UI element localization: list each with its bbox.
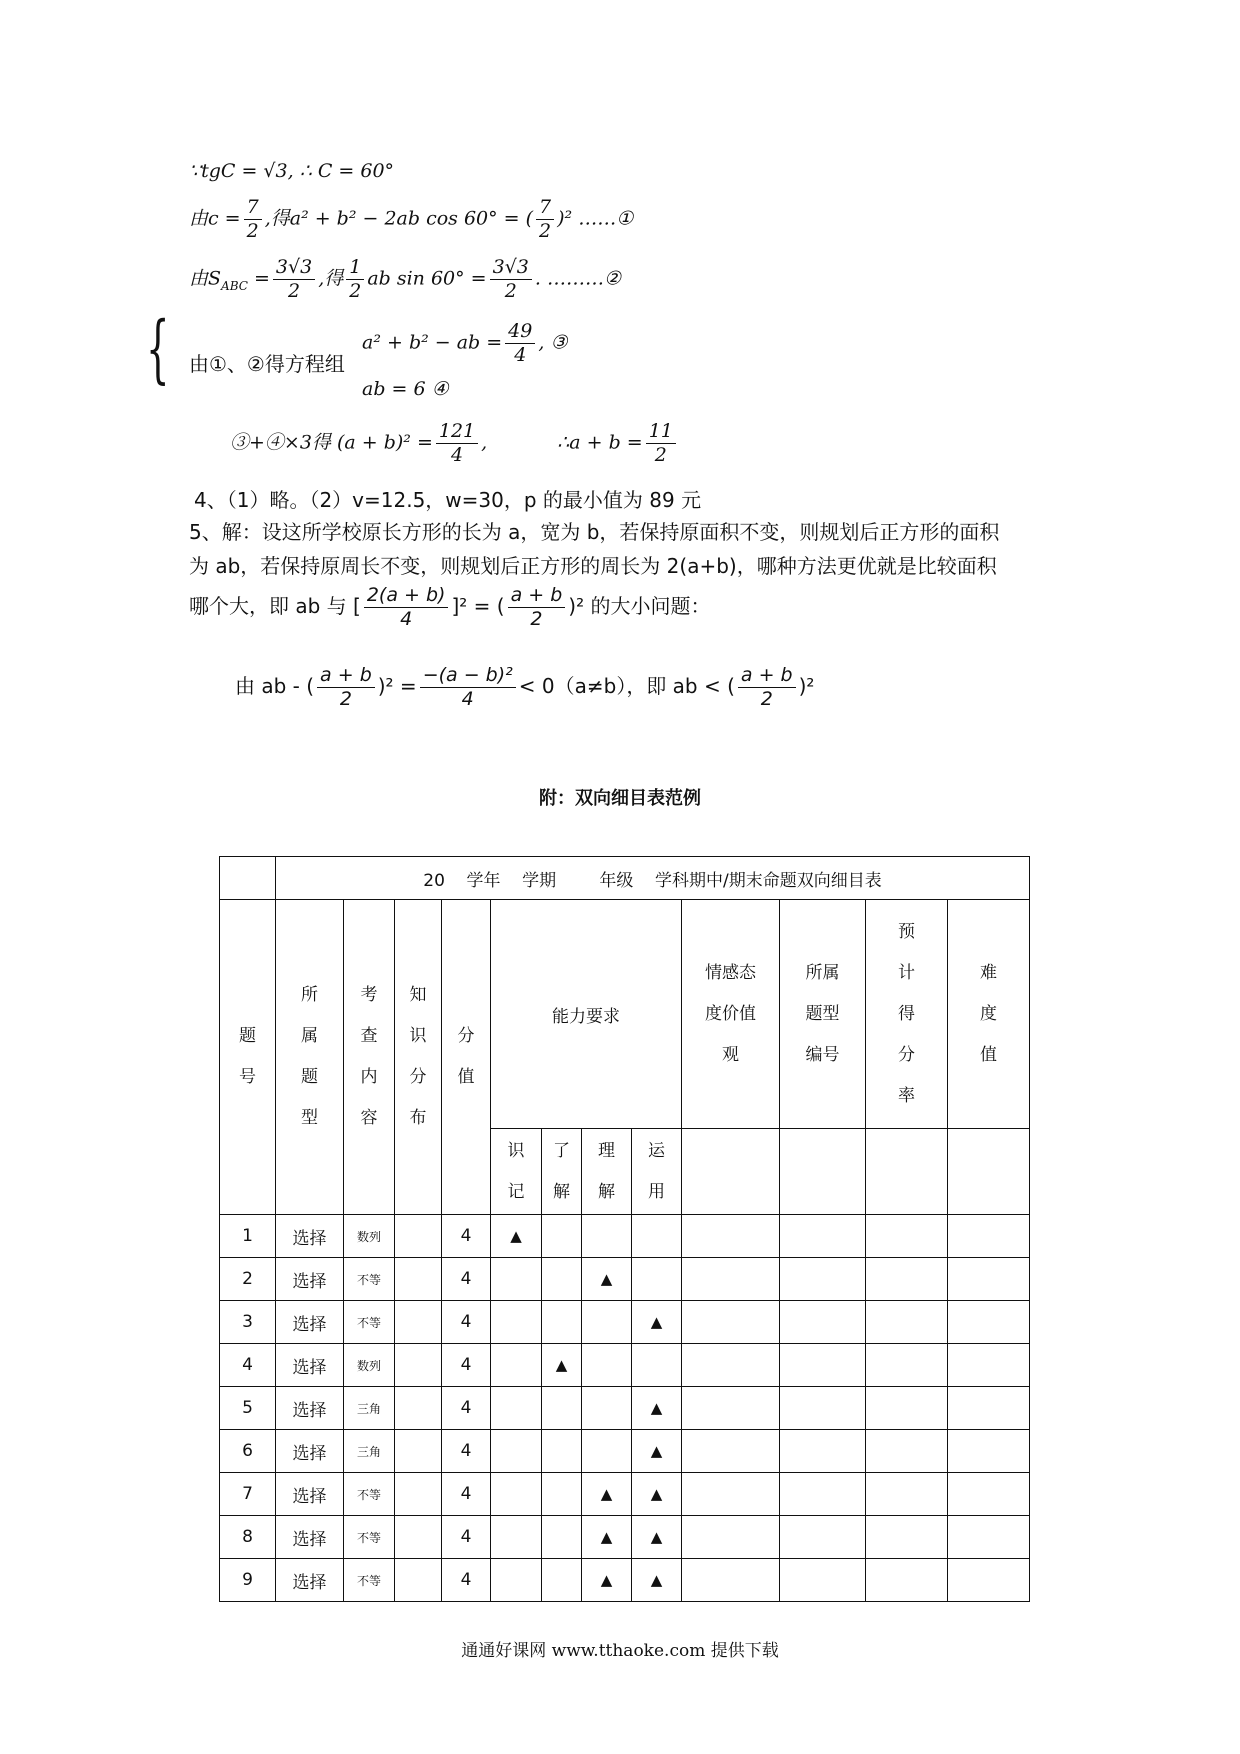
numerator: 3√3 — [490, 256, 532, 280]
denominator: 4 — [450, 443, 464, 466]
denominator: 2 — [760, 687, 773, 710]
fraction — [420, 664, 516, 711]
row-expected-cell — [866, 1387, 948, 1430]
table-row — [220, 1258, 1030, 1301]
row-score-cell: 4 — [442, 1430, 491, 1473]
row-no-cell: 7 — [220, 1473, 276, 1516]
mark-recall-cell — [491, 1430, 542, 1473]
row-emotion-cell — [682, 1215, 780, 1258]
fraction — [646, 420, 676, 467]
row-no-cell: 9 — [220, 1559, 276, 1602]
mark-understand-cell — [542, 1301, 582, 1344]
numerator: a + b — [508, 584, 566, 608]
row-emotion-cell — [682, 1559, 780, 1602]
equation-4: ab = 6 ④ — [362, 378, 449, 400]
denominator: 4 — [400, 607, 413, 630]
fraction — [244, 196, 262, 243]
table-row — [220, 1387, 1030, 1430]
row-type-no-cell — [780, 1215, 866, 1258]
empty-cell — [866, 1129, 948, 1215]
table-row — [220, 1344, 1030, 1387]
row-type-cell: 选择 — [276, 1215, 344, 1258]
fraction — [364, 584, 449, 631]
question-5-line-1: 5、解：设这所学校原长方形的长为 a，宽为 b，若保持原面积不变，则规划后正方形的面积 — [189, 520, 1000, 544]
solution-line-4-prefix: 由①、②得方程组 — [189, 352, 345, 376]
mark-understand-cell — [542, 1516, 582, 1559]
mark-understand-cell — [542, 1430, 582, 1473]
row-knowledge-cell — [395, 1387, 442, 1430]
row-knowledge-cell — [395, 1301, 442, 1344]
row-content-cell: 三角 — [344, 1430, 395, 1473]
row-knowledge-cell — [395, 1473, 442, 1516]
numerator: 49 — [505, 320, 535, 344]
denominator: 2 — [539, 219, 552, 242]
row-score-cell: 4 — [442, 1258, 491, 1301]
mark-understand-cell: ▲ — [542, 1344, 582, 1387]
mark-comprehend-cell — [582, 1430, 632, 1473]
mark-understand-cell — [542, 1559, 582, 1602]
header-knowledge: 知 识 分 布 — [395, 900, 442, 1215]
solution-line-5 — [230, 420, 679, 467]
mark-recall-cell — [491, 1344, 542, 1387]
text-segment: )² ……① — [557, 207, 634, 230]
header-score: 分 值 — [442, 900, 491, 1215]
row-emotion-cell — [682, 1430, 780, 1473]
header-difficulty: 难 度 值 — [948, 900, 1030, 1129]
denominator: 4 — [514, 343, 527, 366]
text-segment: ,得 — [318, 267, 344, 290]
fraction — [273, 256, 315, 303]
denominator: 2 — [530, 607, 543, 630]
row-difficulty-cell — [948, 1473, 1030, 1516]
mark-apply-cell — [632, 1344, 682, 1387]
row-score-cell: 4 — [442, 1301, 491, 1344]
text-segment: 由c = — [189, 207, 241, 230]
row-type-no-cell — [780, 1387, 866, 1430]
fraction — [346, 256, 364, 303]
row-knowledge-cell — [395, 1430, 442, 1473]
question-4-answer: 4、（1）略。（2）v=12.5，w=30，p 的最小值为 89 元 — [194, 488, 702, 512]
subheader-apply: 运 用 — [632, 1129, 682, 1215]
table-row — [220, 1301, 1030, 1344]
row-score-cell: 4 — [442, 1344, 491, 1387]
row-emotion-cell — [682, 1344, 780, 1387]
text-segment: )² — [798, 673, 815, 698]
numerator: 121 — [436, 420, 478, 444]
text-segment: 由S — [189, 267, 222, 290]
mark-comprehend-cell: ▲ — [582, 1516, 632, 1559]
row-score-cell: 4 — [442, 1387, 491, 1430]
row-expected-cell — [866, 1516, 948, 1559]
fraction — [536, 196, 554, 243]
mark-recall-cell — [491, 1559, 542, 1602]
row-type-cell: 选择 — [276, 1430, 344, 1473]
row-type-no-cell — [780, 1559, 866, 1602]
table-title: 20 学年 学期 年级 学科期中/期末命题双向细目表 — [276, 857, 1030, 900]
row-content-cell: 不等 — [344, 1559, 395, 1602]
row-type-cell: 选择 — [276, 1516, 344, 1559]
row-content-cell: 数列 — [344, 1344, 395, 1387]
row-expected-cell — [866, 1258, 948, 1301]
row-type-cell: 选择 — [276, 1473, 344, 1516]
appendix-title: 附：双向细目表范例 — [539, 788, 701, 809]
row-content-cell: 不等 — [344, 1301, 395, 1344]
header-type: 所 属 题 型 — [276, 900, 344, 1215]
mark-comprehend-cell: ▲ — [582, 1473, 632, 1516]
fraction — [508, 584, 566, 631]
mark-recall-cell — [491, 1301, 542, 1344]
text-segment: = — [247, 267, 270, 290]
row-no-cell: 2 — [220, 1258, 276, 1301]
row-no-cell: 4 — [220, 1344, 276, 1387]
subheader-understand: 了 解 — [542, 1129, 582, 1215]
row-knowledge-cell — [395, 1516, 442, 1559]
row-no-cell: 6 — [220, 1430, 276, 1473]
row-knowledge-cell — [395, 1559, 442, 1602]
row-knowledge-cell — [395, 1258, 442, 1301]
empty-cell — [948, 1129, 1030, 1215]
row-knowledge-cell — [395, 1344, 442, 1387]
numerator: 7 — [244, 196, 262, 220]
table-body — [220, 1215, 1030, 1602]
row-emotion-cell — [682, 1301, 780, 1344]
row-type-cell: 选择 — [276, 1258, 344, 1301]
text-segment: a² + b² − ab = — [362, 331, 503, 354]
question-5-line-2: 为 ab，若保持原周长不变，则规划后正方形的周长为 2(a+b)，哪种方法更优就是比较面积 — [189, 554, 997, 578]
solution-line-2 — [189, 196, 633, 243]
row-content-cell: 不等 — [344, 1473, 395, 1516]
text-segment: )² = — [377, 673, 417, 698]
numerator: a + b — [738, 664, 796, 688]
row-content-cell: 不等 — [344, 1258, 395, 1301]
text-segment: ab sin 60° = — [367, 267, 487, 290]
subscript: ABC — [221, 279, 248, 294]
header-expected: 预 计 得 分 率 — [866, 900, 948, 1129]
text-segment: 哪个大，即 ab 与 [ — [189, 593, 361, 618]
text-segment: ③+④×3得 (a + b)² = — [230, 431, 433, 454]
mark-apply-cell: ▲ — [632, 1516, 682, 1559]
equation-brace: { — [146, 306, 170, 392]
mark-apply-cell: ▲ — [632, 1387, 682, 1430]
mark-apply-cell: ▲ — [632, 1430, 682, 1473]
numerator: 3√3 — [273, 256, 315, 280]
mark-comprehend-cell: ▲ — [582, 1258, 632, 1301]
row-no-cell: 5 — [220, 1387, 276, 1430]
text-segment: , — [481, 431, 488, 454]
row-expected-cell — [866, 1215, 948, 1258]
mark-comprehend-cell — [582, 1301, 632, 1344]
table-row — [220, 1559, 1030, 1602]
denominator: 2 — [287, 279, 301, 302]
mark-recall-cell — [491, 1516, 542, 1559]
text-segment: ∴a + b = — [557, 431, 643, 454]
fraction — [436, 420, 478, 467]
mark-recall-cell — [491, 1258, 542, 1301]
numerator: a + b — [317, 664, 375, 688]
subheader-recall: 识 记 — [491, 1129, 542, 1215]
row-type-cell: 选择 — [276, 1344, 344, 1387]
numerator: 11 — [646, 420, 676, 444]
row-score-cell: 4 — [442, 1473, 491, 1516]
table-corner-cell — [220, 857, 276, 900]
row-expected-cell — [866, 1301, 948, 1344]
denominator: 2 — [246, 219, 259, 242]
row-emotion-cell — [682, 1258, 780, 1301]
row-no-cell: 3 — [220, 1301, 276, 1344]
row-type-no-cell — [780, 1516, 866, 1559]
table-row — [220, 1430, 1030, 1473]
text-segment: ]² = ( — [451, 593, 505, 618]
row-type-no-cell — [780, 1258, 866, 1301]
header-content: 考 查 内 容 — [344, 900, 395, 1215]
mark-understand-cell — [542, 1258, 582, 1301]
mark-comprehend-cell — [582, 1387, 632, 1430]
row-score-cell: 4 — [442, 1516, 491, 1559]
mark-apply-cell: ▲ — [632, 1301, 682, 1344]
text-segment: )² 的大小问题： — [568, 593, 711, 618]
mark-apply-cell: ▲ — [632, 1559, 682, 1602]
mark-understand-cell — [542, 1215, 582, 1258]
table-row — [220, 1473, 1030, 1516]
footer: 通通好课网 www.tthaoke.com 提供下载 — [461, 1641, 779, 1661]
mark-understand-cell — [542, 1473, 582, 1516]
mark-apply-cell — [632, 1258, 682, 1301]
denominator: 2 — [654, 443, 667, 466]
solution-line-3 — [189, 256, 621, 303]
table-row — [220, 1516, 1030, 1559]
mark-comprehend-cell: ▲ — [582, 1559, 632, 1602]
denominator: 4 — [461, 687, 474, 710]
fraction — [490, 256, 532, 303]
row-difficulty-cell — [948, 1559, 1030, 1602]
row-type-no-cell — [780, 1473, 866, 1516]
row-type-cell: 选择 — [276, 1559, 344, 1602]
mark-comprehend-cell — [582, 1344, 632, 1387]
header-no: 题 号 — [220, 900, 276, 1215]
table-title-row — [220, 857, 1030, 900]
empty-cell — [780, 1129, 866, 1215]
row-emotion-cell — [682, 1516, 780, 1559]
mark-recall-cell: ▲ — [491, 1215, 542, 1258]
text-segment: . ………② — [534, 267, 622, 290]
question-5-line-3 — [189, 584, 710, 631]
row-type-cell: 选择 — [276, 1387, 344, 1430]
numerator: 7 — [536, 196, 554, 220]
row-difficulty-cell — [948, 1215, 1030, 1258]
row-no-cell: 8 — [220, 1516, 276, 1559]
header-ability: 能力要求 — [491, 900, 682, 1129]
empty-cell — [682, 1129, 780, 1215]
row-difficulty-cell — [948, 1258, 1030, 1301]
row-content-cell: 三角 — [344, 1387, 395, 1430]
row-score-cell: 4 — [442, 1559, 491, 1602]
text-segment: ,得a² + b² − 2ab cos 60° = ( — [264, 207, 534, 230]
equation-3 — [362, 320, 567, 367]
table-header-row — [220, 900, 1030, 1129]
spec-table — [219, 856, 1030, 1602]
solution-line-1: ∵tgC = √3, ∴ C = 60° — [189, 160, 395, 182]
mark-recall-cell — [491, 1387, 542, 1430]
row-expected-cell — [866, 1430, 948, 1473]
numerator: −(a − b)² — [420, 664, 516, 688]
numerator: 1 — [346, 256, 364, 280]
row-content-cell: 不等 — [344, 1516, 395, 1559]
row-no-cell: 1 — [220, 1215, 276, 1258]
fraction — [738, 664, 796, 711]
row-expected-cell — [866, 1473, 948, 1516]
text-segment: 由 ab - ( — [235, 673, 315, 698]
mark-comprehend-cell — [582, 1215, 632, 1258]
row-score-cell: 4 — [442, 1215, 491, 1258]
denominator: 2 — [339, 687, 352, 710]
row-type-cell: 选择 — [276, 1301, 344, 1344]
row-difficulty-cell — [948, 1387, 1030, 1430]
row-type-no-cell — [780, 1301, 866, 1344]
row-expected-cell — [866, 1344, 948, 1387]
fraction — [505, 320, 535, 367]
text-segment: < 0（a≠b），即 ab < ( — [518, 673, 735, 698]
row-emotion-cell — [682, 1473, 780, 1516]
row-type-no-cell — [780, 1430, 866, 1473]
row-difficulty-cell — [948, 1344, 1030, 1387]
header-type-no: 所属 题型 编号 — [780, 900, 866, 1129]
row-emotion-cell — [682, 1387, 780, 1430]
denominator: 2 — [349, 279, 362, 302]
mark-apply-cell — [632, 1215, 682, 1258]
mark-understand-cell — [542, 1387, 582, 1430]
row-type-no-cell — [780, 1344, 866, 1387]
numerator: 2(a + b) — [364, 584, 449, 608]
question-5-line-4 — [235, 664, 814, 711]
text-segment: , ③ — [538, 331, 568, 354]
row-knowledge-cell — [395, 1215, 442, 1258]
header-emotion: 情感态 度价值 观 — [682, 900, 780, 1129]
denominator: 2 — [504, 279, 517, 302]
row-expected-cell — [866, 1559, 948, 1602]
row-difficulty-cell — [948, 1301, 1030, 1344]
table-row — [220, 1215, 1030, 1258]
row-difficulty-cell — [948, 1516, 1030, 1559]
subheader-comprehend: 理 解 — [582, 1129, 632, 1215]
mark-apply-cell: ▲ — [632, 1473, 682, 1516]
fraction — [317, 664, 375, 711]
row-content-cell: 数列 — [344, 1215, 395, 1258]
row-difficulty-cell — [948, 1430, 1030, 1473]
mark-recall-cell — [491, 1473, 542, 1516]
